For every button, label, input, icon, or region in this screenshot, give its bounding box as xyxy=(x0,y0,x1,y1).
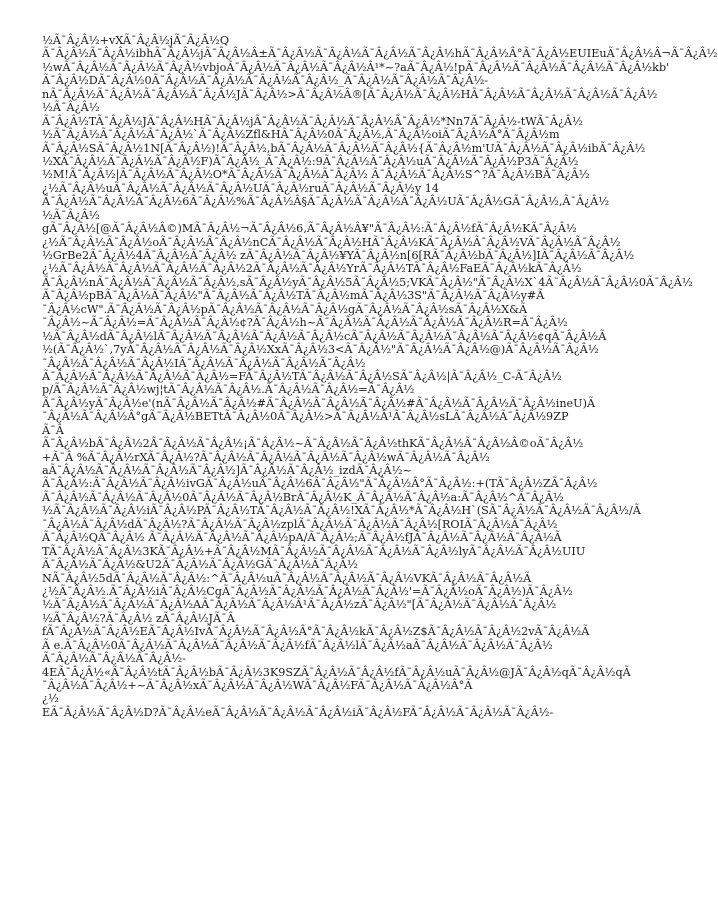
text-line: fÃ¯Â¿Â½Ã¯Â¿Â½EÃ¯Â¿Â½IvÃ¯Â¿Â½Ã¯Â¿Â½Â°Ã¯Â¿Â½kÃ¯Â¿Â½Z$Ã¯Â¿Â½Ã¯Â¿Â½2vÃ¯Â¿Â½Ã xyxy=(42,625,590,639)
text-line: ½(Ã¯Â¿Â½`,7yÃ¯Â¿Â½Ã¯Â¿Â½Ã¯Â¿Â½XxÃ¯Â¿Â½3<Ã¯Â¿Â½"Ã¯Â¿Â½Ã¯Â¿Â½@)Ã¯Â¿Â½Ã¯Â¿Â½ xyxy=(42,343,599,357)
text-line: 4EÃ¯Â¿Â½«Ã¯Â¿Â½tÃ¯Â¿Â½bÃ¯Â¿Â½3K9SZÃ¯Â¿Â½Ã¯Â¿Â½fÃ¯Â¿Â½uÃ¯Â¿Â½@JÃ¯Â¿Â½qÃ¯Â¿Â½qÃ xyxy=(42,665,631,679)
text-line: NÃ¯Â¿Â½5dÃ¯Â¿Â½Ã¯Â¿Â½:^Ã¯Â¿Â½uÃ¯Â¿Â½Ã¯Â¿Â½Ã¯Â¿Â½VKÃ¯Â¿Â½Ã¯Â¿Â½Ã xyxy=(42,571,532,585)
text-line: Ã¯Â¿Â½Ã¯Â¿Â½Ã¯Â¿Â½0Ã¯Â¿Â½Ã¯Â¿Â½BrÃ¯Â¿Â½K_Ã¯Â¿Â½Ã¯Â¿Â½a:Ã¯Â¿Â½^Ã¯Â¿Â½ xyxy=(42,490,564,504)
text-line: ¯Â¿Â½Ã¯Â¿Â½Â°gÃ¯Â¿Â½BETtÃ¯Â¿Â½0Ã¯Â¿Â½>Ã¯Â¿Â½Â¹Ã¯Â¿Â½sLÃ¯Â¿Â½Ã¯Â¿Â½9ZP xyxy=(42,410,569,424)
text-line: ½Ã¯Â¿Â½ xyxy=(42,101,100,115)
text-line: ¿½ xyxy=(42,692,59,706)
text-line: ¯Â¿Â½Ã¯Â¿Â½+~Ã¯Â¿Â½xÃ¯Â¿Â½Ã¯Â¿Â½WÃ¯Â¿Â½FÃ¯Â¿Â½Ã¯Â¿Â½Â°Ã xyxy=(42,679,473,692)
text-line: ½M!Ã¯Â¿Â½|Ã¯Â¿Â½Ã¯Â¿Â½O*Ã¯Â¿Â½Ã¯Â¿Â½Ã¯Â¿Â½ Ã¯Â¿Â½Ã¯Â¿Â½S^?Ã¯Â¿Â½BÃ¯Â¿Â½ xyxy=(42,168,590,182)
text-line: ¿½Ã¯Â¿Â½uÃ¯Â¿Â½Ã¯Â¿Â½Ã¯Â¿Â½UÃ¯Â¿Â½ruÃ¯Â¿Â½Ã¯Â¿Â½y 14 xyxy=(42,181,440,195)
text-line: gÃ¯Â¿Â½[@Ã¯Â¿Â½Â©)MÃ¯Â¿Â½¬Ã¯Â¿Â½6,Ã¯Â¿Â½Â¥"Ã¯Â¿Â½:Ã¯Â¿Â½fÃ¯Â¿Â½KÃ¯Â¿Â½ xyxy=(42,222,577,236)
text-line: Ã e.Ã¯Â¿Â½0Ã¯Â¿Â½Ã¯Â¿Â½Ã¯Â¿Â½Ã¯Â¿Â½fÃ¯Â¿Â½lÃ¯Â¿Â½aÃ¯Â¿Â½Ã¯Â¿Â½Ã¯Â¿Â½ xyxy=(42,638,553,652)
text-line: ½GrBe2Ã¯Â¿Â½4Ã¯Â¿Â½Ã¯Â¿Â½ zÃ¯Â¿Â½Ã¯Â¿Â½¥YÃ¯Â¿Â½n[6[RÃ¯Â¿Â½bÃ¯Â¿Â½]IÃ¯Â¿Â½Ã¯Â¿Â½ xyxy=(42,249,635,262)
text-line: Ã¯Â¿Â½:Ã¯Â¿Â½Ã¯Â¿Â½ivGÃ¯Â¿Â½uÃ¯Â¿Â½6Ã¯Â¿Â½"Ã¯Â¿Â½Â°Ã¯Â¿Â½:+(TÃ¯Â¿Â½ZÃ¯Â¿Â½ xyxy=(42,477,598,491)
text-line: EÃ¯Â¿Â½Ã¯Â¿Â½D?Ã¯Â¿Â½eÃ¯Â¿Â½Ã¯Â¿Â½Ã¯Â¿Â½iÃ¯Â¿Â½FÃ¯Â¿Â½Ã¯Â¿Â½Ã¯Â¿Â½- xyxy=(42,705,554,719)
text-line: ½Ã¯Â¿Â½ xyxy=(42,208,100,222)
text-line: ¿½Ã¯Â¿Â½Ã¯Â¿Â½oÃ¯Â¿Â½Ã¯Â¿Â½nCÃ¯Â¿Â½Ã¯Â¿Â½HÃ¯Â¿Â½KÃ¯Â¿Â½Ã¯Â¿Â½VÃ¯Â¿Â½Ã¯Â¿Â½ xyxy=(42,235,621,249)
text-line: Ã¯Â¿Â½nÃ¯Â¿Â½Ã¯Â¿Â½Ã¯Â¿Â½,sÃ¯Â¿Â½yÃ¯Â¿Â½5Ã¯Â¿Â½5;VKÃ¯Â¿Â½"Ã¯Â¿Â½X`4Ã¯Â¿Â½Ã¯Â¿Â½0Ã¯Â¿Â½ xyxy=(42,275,693,289)
text-line: Ã¯Â¿Â½Ã¯Â¿Â½&U2Ã¯Â¿Â½Ã¯Â¿Â½GÃ¯Â¿Â½Ã¯Â¿Â½ xyxy=(42,558,358,572)
text-line: ¯Â¿Â½cW".Ã¯Â¿Â½Ã¯Â¿Â½pÃ¯Â¿Â½Ã¯Â¿Â½Ã¯Â¿Â½gÃ¯Â¿Â½Ã¯Â¿Â½sÃ¯Â¿Â½X&Ã xyxy=(42,302,528,316)
document-body xyxy=(42,34,718,864)
text-line: Ã¯Â¿Â½Ã¯Â¿Â½Ã¯Â¿Â½Ã¯Â¿Â½=FÃ¯Â¿Â½TÃ¯Â¿Â½Ã¯Â¿Â½SÃ¯Â¿Â½|Ã¯Â¿Â½_C-Ã¯Â¿Â½ xyxy=(42,369,562,383)
text-line: Ã¯Â¿Â½Ã¯Â¿Â½Ã¯Â¿Â½- xyxy=(42,652,186,666)
text-line: Ã¯Â¿Â½TÃ¯Â¿Â½JÃ¯Â¿Â½HÃ¯Â¿Â½jÃ¯Â¿Â½Ã¯Â¿Â½Ã¯Â¿Â½Ã¯Â¿Â½*Nn7Ã¯Â¿Â½-tWÃ¯Â¿Â½ xyxy=(42,114,583,128)
text-line: aÃ¯Â¿Â½Ã¯Â¿Â½Ã¯Â¿Â½Ã¯Â¿Â½]Ã¯Â¿Â½Ã¯Â¿Â½_izdÃ¯Â¿Â½~ xyxy=(42,464,412,477)
text-line: Ã¯Â xyxy=(42,423,64,437)
text-line: TÃ¯Â¿Â½Ã¯Â¿Â½3KÃ¯Â¿Â½+Ã¯Â¿Â½MÃ¯Â¿Â½Ã¯Â¿Â½Ã¯Â¿Â½Ã¯Â¿Â½lyÃ¯Â¿Â½Ã¯Â¿Â½UIU xyxy=(42,544,586,558)
text-line: ¯Â¿Â½~Ã¯Â¿Â½=Ã¯Â¿Â½Ã¯Â¿Â½¢?Ã¯Â¿Â½h~Ã¯Â¿Â½Ã¯Â¿Â½Ã¯Â¿Â½Ã¯Â¿Â½R=Ã¯Â¿Â½ xyxy=(42,316,568,330)
text-line: ½Ã¯Â¿Â½Ã¯Â¿Â½iÃ¯Â¿Â½PÃ¯Â¿Â½TÃ¯Â¿Â½Ã¯Â¿Â½!XÃ¯Â¿Â½*Ã¯Â¿Â½H`(SÃ¯Â¿Â½Ã¯Â¿Â½Ã¯Â¿Â½/Ã xyxy=(42,504,641,518)
text-line: ½Ã¯Â¿Â½?Ã¯Â¿Â½ zÃ¯Â¿Â½JÃ¯Â xyxy=(42,611,235,625)
text-line: Ã¯Â¿Â½Ã¯Â¿Â½Ã¯Â¿Â½6Ã¯Â¿Â½%Ã¯Â¿Â½Â§Ã¯Â¿Â½Ã¯Â¿Â½Ã¯Â¿Â½UÃ¯Â¿Â½GÃ¯Â¿Â½,Ã¯Â¿Â½ xyxy=(42,195,610,209)
text-line: ¿½Ã¯Â¿Â½.Ã¯Â¿Â½iÃ¯Â¿Â½CgÃ¯Â¿Â½Ã¯Â¿Â½Ã¯Â¿Â½Ã¯Â¿Â½'=Ã¯Â¿Â½oÃ¯Â¿Â½)Ã¯Â¿Â½ xyxy=(42,584,573,598)
text-line: Ã¯Â¿Â½DÃ¯Â¿Â½0Ã¯Â¿Â½Ã¯Â¿Â½Ã¯Â¿Â½Ã¯Â¿Â½_Ã¯Â¿Â½Ã¯Â¿Â½Ã¯Â¿Â½- xyxy=(42,74,489,88)
text-line: ½Ã¯Â¿Â½dÃ¯Â¿Â½lÃ¯Â¿Â½Ã¯Â¿Â½Ã¯Â¿Â½Ã¯Â¿Â½cÃ¯Â¿Â½Ã¯Â¿Â½Ã¯Â¿Â½Ã¯Â¿Â½¢qÃ¯Â¿Â½Ã xyxy=(42,329,607,343)
text-line: nÃ¯Â¿Â½Ã¯Â¿Â½Ã¯Â¿Â½Ã¯Â¿Â½JÃ¯Â¿Â½>Ã¯Â¿Â½Â®[Ã¯Â¿Â½Ã¯Â¿Â½HÃ¯Â¿Â½Ã¯Â¿Â½Ã¯Â¿Â½Ã¯Â¿Â½ xyxy=(42,87,658,101)
text-line: Ã¯Â¿Â½pBÃ¯Â¿Â½Ã¯Â¿Â½"Ã¯Â¿Â½Ã¯Â¿Â½TÃ¯Â¿Â½mÃ¯Â¿Â½3S"Ã¯Â¿Â½Ã¯Â¿Â½y#Ã xyxy=(42,289,545,303)
text-line: ½Ã¯Â¿Â½Ã¯Â¿Â½Ã¯Â¿Â½AÃ¯Â¿Â½Ã¯Â¿Â½Â¹Ã¯Â¿Â½zÃ¯Â¿Â½"[Ã¯Â¿Â½Ã¯Â¿Â½Ã¯Â¿Â½ xyxy=(42,598,557,612)
text-line: Ã¯Â¿Â½bÃ¯Â¿Â½2Ã¯Â¿Â½Ã¯Â¿Â½¡Ã¯Â¿Â½~Ã¯Â¿Â½Ã¯Â¿Â½thKÃ¯Â¿Â½Ã¯Â¿Â½Â©oÃ¯Â¿Â½ xyxy=(42,437,584,451)
text-line: Ã¯Â¿Â½QÃ¯Â¿Â½ Ã¯Â¿Â½Ã¯Â¿Â½Ã¯Â¿Â½pA/Ã¯Â¿Â½;Ã¯Â¿Â½fJÃ¯Â¿Â½Ã¯Â¿Â½Ã¯Â¿Â½Ã xyxy=(42,531,562,545)
text-line: ½Ã¯Â¿Â½Ã¯Â¿Â½Ã¯Â¿Â½`Ã¯Â¿Â½Zfl&HÃ¯Â¿Â½0Ã¯Â¿Â½,Ã¯Â¿Â½oiÃ¯Â¿Â½Â°Ã¯Â¿Â½m xyxy=(42,128,560,142)
text-line: ½Ã¯Â¿Â½+vXÃ¯Â¿Â½jÃ¯Â¿Â½Q xyxy=(42,34,230,47)
text-line: Ã¯Â¿Â½yÃ¯Â¿Â½e'(nÃ¯Â¿Â½Ã¯Â¿Â½#Ã¯Â¿Â½Ã¯Â¿Â½Ã¯Â¿Â½#Ã¯Â¿Â½Ã¯Â¿Â½Ã¯Â¿Â½ineU)Ã xyxy=(42,396,596,410)
text-line: ½wÃ¯Â¿Â½Ã¯Â¿Â½Ã¯Â¿Â½vbjoÃ¯Â¿Â½Ã¯Â¿Â½Ã¯Â¿Â½Â¹*~?aÃ¯Â¿Â½!pÃ¯Â¿Â½Ã¯Â¿Â½Ã¯Â¿Â½Ã¯Â¿Â½kb' xyxy=(42,60,670,74)
text-line: ½XÃ¯Â¿Â½Ã¯Â¿Â½Ã¯Â¿Â½F)Ã¯Â¿Â½_Ã¯Â¿Â½:9Ã¯Â¿Â½Ã¯Â¿Â½uÃ¯Â¿Â½Ã¯Â¿Â½P3Ã¯Â¿Â½ xyxy=(42,154,579,168)
text-line: Ã¯Â¿Â½Ã¯Â¿Â½ibhÃ¯Â¿Â½jÃ¯Â¿Â½Â±Ã¯Â¿Â½Ã¯Â¿Â½Ã¯Â¿Â½Ã¯Â¿Â½hÃ¯Â¿Â½Â°Ã¯Â¿Â½EUIEuÃ¯Â¿Â½Â¬Ã¯Â¿Â½ xyxy=(42,47,718,61)
text-line: ¯Â¿Â½Ã¯Â¿Â½dÃ¯Â¿Â½?Ã¯Â¿Â½Ã¯Â¿Â½zplÃ¯Â¿Â½Ã¯Â¿Â½Ã¯Â¿Â½[ROIÃ¯Â¿Â½Ã¯Â¿Â½ xyxy=(42,517,558,531)
text-line: p/Ã¯Â¿Â½Ã¯Â¿Â½wj¦tÃ¯Â¿Â½Ã¯Â¿Â½.Ã¯Â¿Â½Ã¯Â¿Â½=Ã¯Â¿Â½ xyxy=(42,383,415,397)
text-line: Ã¯Â¿Â½SÃ¯Â¿Â½1N[Ã¯Â¿Â½)!Ã¯Â¿Â½,bÃ¯Â¿Â½Ã¯Â¿Â½Ã¯Â¿Â½{Ã¯Â¿Â½m'UÃ¯Â¿Â½Ã¯Â¿Â½ibÃ¯Â¿Â½ xyxy=(42,141,646,155)
text-line: ¯Â¿Â½Ã¯Â¿Â½Ã¯Â¿Â½IÃ¯Â¿Â½Ã¯Â¿Â½Ã¯Â¿Â½Ã¯Â¿Â½ xyxy=(42,356,366,370)
text-line: ¿½Ã¯Â¿Â½Ã¯Â¿Â½Ã¯Â¿Â½Ã¯Â¿Â½2Ã¯Â¿Â½Ã¯Â¿Â½YrÃ¯Â¿Â½TÃ¯Â¿Â½FaEÃ¯Â¿Â½kÃ¯Â¿Â½ xyxy=(42,262,582,276)
text-line: +Ã¯Â %Ã¯Â¿Â½rXÃ¯Â¿Â½?Ã¯Â¿Â½Ã¯Â¿Â½Ã¯Â¿Â½Ã¯Â¿Â½wÃ¯Â¿Â½Ã¯Â¿Â½ xyxy=(42,450,490,464)
